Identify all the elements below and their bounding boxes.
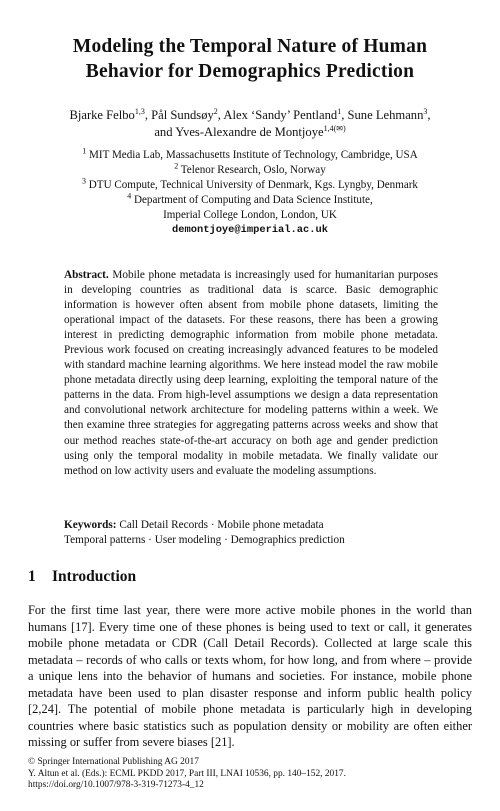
author-list: [20, 107, 480, 141]
author-separator: ,: [427, 108, 431, 122]
affiliation-number: 3: [82, 176, 87, 186]
affiliation-number: 4: [127, 191, 132, 201]
section-number: 1: [28, 568, 36, 585]
keywords-line-2: Temporal patterns · User modeling · Demographics prediction: [64, 534, 345, 546]
paper-title: [30, 34, 470, 84]
author-name: Bjarke Felbo: [69, 108, 135, 122]
copyright-line: © Springer International Publishing AG 2017: [28, 757, 199, 767]
section-title: Introduction: [52, 568, 137, 585]
affiliation-number: 2: [174, 161, 179, 171]
affiliation-item: [20, 193, 480, 208]
affiliation-number: 1: [82, 146, 87, 156]
intro-paragraph: For the first time last year, there were more active mobile phones in the world than humans [17]. Every time one of these phones is being used to text or call, it generates mobile phone metadata or CDR (Call Detail Records). Collected at large scale this metadata – records of who calls or texts whom, for how long, and from where – provide a unique lens into the behavior of humans and societies. For instance, mobile phone metadata have been used to plan disaster response and inform public health policy [2,24]. The potential of mobile phone metadata is particularly high in developing countries where basic statistics such as population density or mobility are often either missing or suffer from severe biases [21].: [28, 603, 472, 750]
affiliation-text: MIT Media Lab, Massachusetts Institute of Technology, Cambridge, USA: [86, 149, 418, 161]
affiliation-text: Department of Computing and Data Science Institute,: [131, 194, 373, 207]
author-name: , Alex ‘Sandy’ Pentland: [217, 108, 338, 122]
author-name: , Pål Sundsøy: [144, 108, 214, 122]
abstract: [64, 268, 438, 479]
author-email-link[interactable]: demontjoye@imperial.ac.uk: [172, 224, 328, 237]
keywords-text: Call Detail Records · Mobile phone metadata: [116, 519, 324, 531]
abstract-label: Abstract.: [64, 269, 109, 281]
affiliation-item: [20, 163, 480, 178]
affiliation-item: [20, 148, 480, 163]
author-affil-marker: 3: [423, 106, 428, 116]
citation-line: Y. Altun et al. (Eds.): ECML PKDD 2017, Part III, LNAI 10536, pp. 140–152, 2017.: [28, 768, 346, 779]
affiliation-item: [20, 178, 480, 193]
section-heading: [28, 568, 468, 586]
keywords-line-1: [64, 518, 438, 533]
author-affil-marker: 1,3: [134, 106, 145, 116]
keywords: [64, 518, 438, 548]
affiliation-text: DTU Compute, Technical University of Denmark, Kgs. Lyngby, Denmark: [86, 179, 418, 192]
title-line-2: Behavior for Demographics Prediction: [85, 61, 415, 82]
author-affil-marker: 1: [337, 106, 342, 116]
keywords-label: Keywords:: [64, 519, 117, 531]
abstract-text: Mobile phone metadata is increasingly used for humanitarian purposes in developing countries as traditional data is scarce. Basic demographic information is however often absent from mobile phone datasets, limiting the operational impact of the datasets. For these reasons, there has been a growing interest in predicting demographic information from mobile phone metadata. Previous work focused on creating increasingly advanced features to be modeled with standard machine learning algorithms. We here instead model the raw mobile phone metadata directly using deep learning, exploiting the temporal nature of the patterns in the data. From high-level assumptions we design a data representation and convolutional network architecture for modeling patterns within a week. We then examine three strategies for aggregating patterns across weeks and show that our method reaches state-of-the-art accuracy on both age and gender prediction using only the temporal modality in mobile metadata. We finally validate our method on low activity users and evaluate the modeling assumptions.: [64, 269, 438, 477]
author-affil-marker: 2: [213, 106, 218, 116]
author-name: , Sune Lehmann: [341, 108, 424, 122]
title-line-1: Modeling the Temporal Nature of Human: [72, 36, 428, 57]
author-line-2: [20, 124, 480, 141]
affiliation-text: Telenor Research, Oslo, Norway: [178, 164, 326, 177]
doi-link[interactable]: https://doi.org/10.1007/978-3-319-71273-4_12: [28, 780, 204, 790]
author-name: and Yves-Alexandre de Montjoye: [154, 125, 324, 139]
affiliation-list: [20, 148, 480, 239]
author-line-1: [20, 107, 480, 124]
affiliation-item: [20, 208, 480, 223]
affiliation-text: Imperial College London, London, UK: [163, 209, 337, 222]
author-affil-marker: 1,4(✉): [323, 123, 346, 133]
copyright-footer: [28, 757, 472, 792]
